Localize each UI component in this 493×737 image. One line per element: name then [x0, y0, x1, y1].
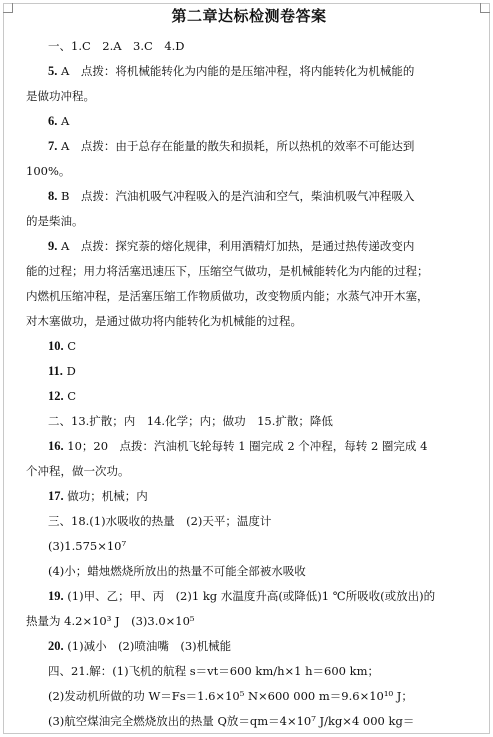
- answer-line: [26, 259, 472, 284]
- question-number: 6.: [48, 114, 58, 128]
- answer-line: [26, 609, 472, 634]
- answer-text: 热量为 4.2×10³ J (3)3.0×10⁵: [26, 614, 195, 628]
- question-number: 8.: [48, 189, 58, 203]
- answer-line: [26, 34, 472, 59]
- answer-text: 四、21.解：(1)飞机的航程 s＝vt＝600 km/h×1 h＝600 km；: [48, 664, 380, 678]
- document-page: [26, 6, 472, 734]
- answer-text: (1)减小 (2)喷油嘴 (3)机械能: [63, 639, 232, 653]
- question-number: 5.: [48, 64, 58, 78]
- answer-text: (3)航空煤油完全燃烧放出的热量 Q放＝qm＝4×10⁷ J/kg×4 000 kg＝: [48, 714, 415, 728]
- answer-line: [26, 709, 472, 734]
- answer-line: [26, 184, 472, 209]
- answer-text: (2)发动机所做的功 W＝Fs＝1.6×10⁵ N×600 000 m＝9.6×10¹⁰ J；: [48, 689, 413, 703]
- question-number: 19.: [48, 589, 64, 603]
- answer-line: [26, 359, 472, 384]
- answer-line: [26, 234, 472, 259]
- page-corner-mark: [3, 3, 13, 13]
- answer-line: [26, 459, 472, 484]
- answer-text: (4)小；蜡烛燃烧所放出的热量不可能全部被水吸收: [48, 564, 306, 578]
- answer-text: (3)1.575×10⁷: [48, 539, 127, 553]
- answer-line: [26, 309, 472, 334]
- answer-text: A: [57, 114, 70, 128]
- answer-line: [26, 134, 472, 159]
- answer-line: [26, 559, 472, 584]
- answer-list: [26, 34, 472, 734]
- answer-line: [26, 334, 472, 359]
- question-number: 7.: [48, 139, 58, 153]
- page-title: 第二章达标检测卷答案: [171, 7, 327, 25]
- page-corner-mark: [480, 3, 490, 13]
- answer-text: A 点拨：将机械能转化为内能的是压缩冲程，将内能转化为机械能的: [57, 64, 415, 78]
- question-number: 11.: [48, 364, 63, 378]
- answer-line: [26, 284, 472, 309]
- answer-line: [26, 509, 472, 534]
- question-number: 12.: [48, 389, 64, 403]
- answer-text: 三、18.(1)水吸收的热量 (2)天平；温度计: [48, 514, 272, 528]
- answer-text: 能的过程；用力将活塞迅速压下，压缩空气做功，是机械能转化为内能的过程；: [26, 264, 429, 278]
- answer-text: B 点拨：汽油机吸气冲程吸入的是汽油和空气，柴油机吸气冲程吸入: [57, 189, 415, 203]
- answer-line: [26, 534, 472, 559]
- answer-text: 10；20 点拨：汽油机飞轮每转 1 圈完成 2 个冲程，每转 2 圈完成 4: [63, 439, 428, 453]
- answer-line: [26, 409, 472, 434]
- answer-line: [26, 109, 472, 134]
- answer-line: [26, 434, 472, 459]
- answer-text: 个冲程，做一次功。: [26, 464, 130, 478]
- answer-text: 二、13.扩散；内 14.化学；内；做功 15.扩散；降低: [48, 414, 333, 428]
- answer-text: 做功；机械；内: [63, 489, 148, 503]
- answer-text: 一、1.C 2.A 3.C 4.D: [48, 39, 185, 53]
- question-number: 20.: [48, 639, 64, 653]
- answer-text: 内燃机压缩冲程，是活塞压缩工作物质做功，改变物质内能；水蒸气冲开木塞，: [26, 289, 429, 303]
- answer-text: A 点拨：由于总存在能量的散失和损耗，所以热机的效率不可能达到: [57, 139, 415, 153]
- question-number: 9.: [48, 239, 58, 253]
- answer-line: [26, 659, 472, 684]
- answer-line: [26, 159, 472, 184]
- answer-text: C: [63, 389, 77, 403]
- question-number: 10.: [48, 339, 64, 353]
- answer-text: 100%。: [26, 164, 71, 178]
- answer-line: [26, 584, 472, 609]
- answer-line: [26, 59, 472, 84]
- answer-line: [26, 209, 472, 234]
- answer-line: [26, 484, 472, 509]
- answer-text: D: [62, 364, 76, 378]
- question-number: 16.: [48, 439, 64, 453]
- answer-text: (1)甲、乙；甲、丙 (2)1 kg 水温度升高(或降低)1 ℃所吸收(或放出)的: [63, 589, 436, 603]
- answer-text: 对木塞做功，是通过做功将内能转化为机械能的过程。: [26, 314, 302, 328]
- answer-text: 的是柴油。: [26, 214, 84, 228]
- answer-line: [26, 384, 472, 409]
- answer-line: [26, 634, 472, 659]
- answer-line: [26, 84, 472, 109]
- answer-line: [26, 684, 472, 709]
- answer-text: 是做功冲程。: [26, 89, 95, 103]
- answer-text: A 点拨：探究萘的熔化规律，利用酒精灯加热，是通过热传递改变内: [57, 239, 415, 253]
- answer-text: C: [63, 339, 77, 353]
- question-number: 17.: [48, 489, 64, 503]
